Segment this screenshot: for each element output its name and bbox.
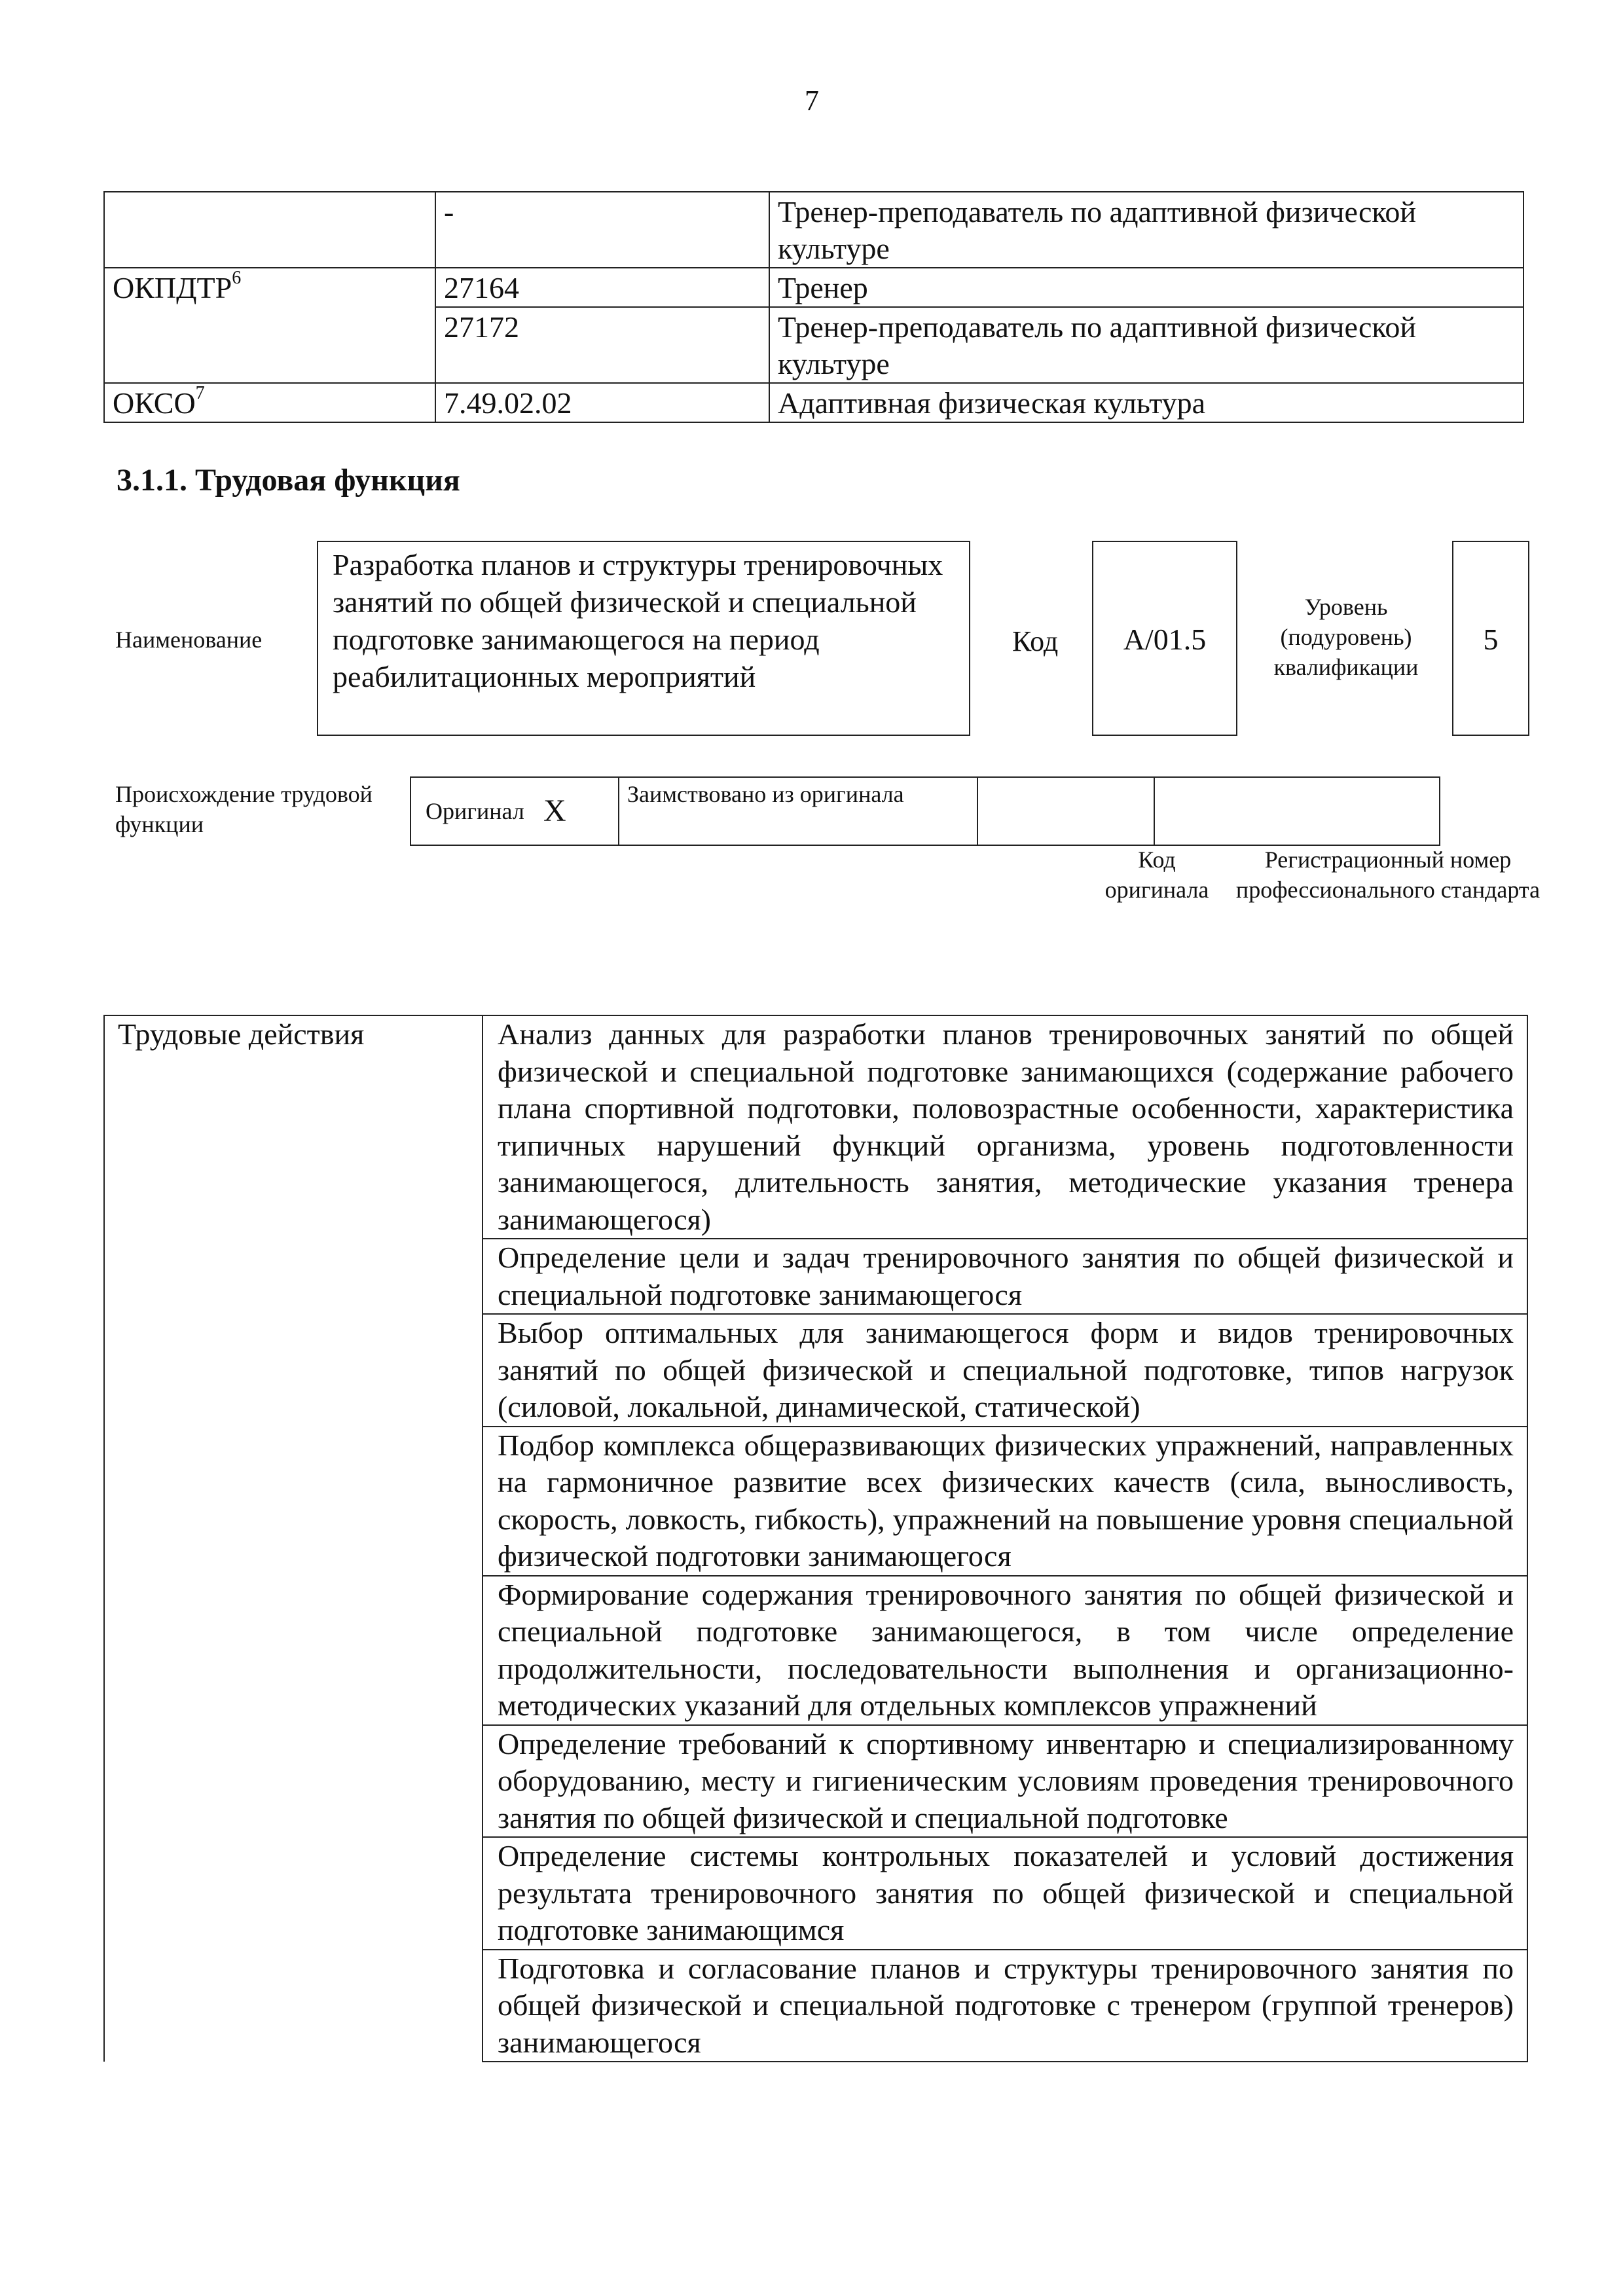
classifier-name: Тренер-преподаватель по адаптивной физической культуре	[769, 307, 1523, 383]
labour-action: Определение системы контрольных показателей и условий достижения результата тренировочного занятия по общей физической и специальной подготовке занимающимся	[483, 1837, 1527, 1950]
classifier-code: 27172	[435, 307, 769, 383]
table-row	[104, 192, 1523, 268]
labour-action: Формирование содержания тренировочного занятия по общей физической и специальной подготовке занимающегося, в том числе определение продолжительности, последовательности выполнения и организационно-методических указаний для отдельных комплексов упражнений	[483, 1576, 1527, 1725]
classifier-table	[103, 191, 1524, 423]
labour-function-code: A/01.5	[1092, 541, 1237, 736]
labour-action: Подготовка и согласование планов и структуры тренировочного занятия по общей физической и специальной подготовке с тренером (группой тренеров) занимающегося	[483, 1950, 1527, 2062]
code-label: Код	[1012, 625, 1059, 657]
okso-label-cell	[104, 383, 435, 422]
okpdtr-label: ОКПДТР	[113, 271, 232, 304]
reg-number-label: Регистрационный номер профессионального стандарта	[1235, 847, 1541, 903]
okpdtr-label-cell	[104, 268, 435, 307]
name-label: Наименование	[115, 627, 263, 653]
qualification-level-label: Уровень (подуровень) квалификации	[1273, 594, 1419, 680]
section-heading: 3.1.1. Трудовая функция	[117, 463, 460, 498]
borrowed-label: Заимствовано из оригинала	[619, 777, 977, 845]
original-label: Оригинал	[410, 777, 539, 845]
labour-action: Определение требований к спортивному инвентарю и специализированному оборудованию, месту и гигиеническим условиям проведения тренировочного занятия по общей физической и специальной подготовке	[483, 1725, 1527, 1838]
labour-action: Определение цели и задач тренировочного занятия по общей физической и специальной подготовке занимающегося	[483, 1239, 1527, 1314]
labour-action: Выбор оптимальных для занимающегося форм и видов тренировочных занятий по общей физической и специальной подготовке, типов нагрузок (силовой, локальной, динамической, статической)	[483, 1314, 1527, 1427]
table-row	[104, 1015, 1527, 1239]
table-row	[104, 383, 1523, 422]
original-code-label: Код оригинала	[1104, 847, 1209, 903]
original-code-cell	[977, 777, 1154, 845]
reg-number-cell	[1154, 777, 1440, 845]
labour-action: Подбор комплекса общеразвивающих физических упражнений, направленных на гармоничное развитие всех физических качеств (сила, выносливость, скорость, ловкость, гибкость), упражнений на повышение уровня специальной физической подготовки занимающегося	[483, 1427, 1527, 1576]
classifier-name: Адаптивная физическая культура	[769, 383, 1523, 422]
classifier-code: 7.49.02.02	[435, 383, 769, 422]
table-row	[410, 777, 1440, 845]
labour-function-name: Разработка планов и структуры тренировочных занятий по общей физической и специальной подготовке занимающегося на период реабилитационных мероприятий	[317, 541, 970, 736]
table-row	[104, 268, 1523, 307]
footnote-marker: 6	[232, 268, 242, 288]
table-row	[104, 307, 1523, 383]
labour-actions-label: Трудовые действия	[104, 1015, 483, 2062]
classifier-name: Тренер	[769, 268, 1523, 307]
labour-actions-table	[103, 1015, 1528, 2062]
classifier-code: -	[435, 192, 769, 268]
classifier-name: Тренер-преподаватель по адаптивной физической культуре	[769, 192, 1523, 268]
origin-label: Происхождение трудовой функции	[115, 781, 373, 837]
page-number: 7	[805, 84, 819, 117]
classifier-code: 27164	[435, 268, 769, 307]
labour-action: Анализ данных для разработки планов тренировочных занятий по общей физической и специальной подготовке занимающихся (содержание рабочего плана спортивной подготовки, половозрастные особенности, характеристика типичных нарушений функций организма, уровень подготовленности занимающегося, длительность занятия, методические указания тренера занимающегося)	[483, 1015, 1527, 1239]
footnote-marker: 7	[195, 383, 205, 403]
original-mark: X	[539, 777, 619, 845]
origin-table	[410, 776, 1440, 846]
qualification-level: 5	[1452, 541, 1529, 736]
okso-label: ОКСО	[113, 386, 196, 420]
